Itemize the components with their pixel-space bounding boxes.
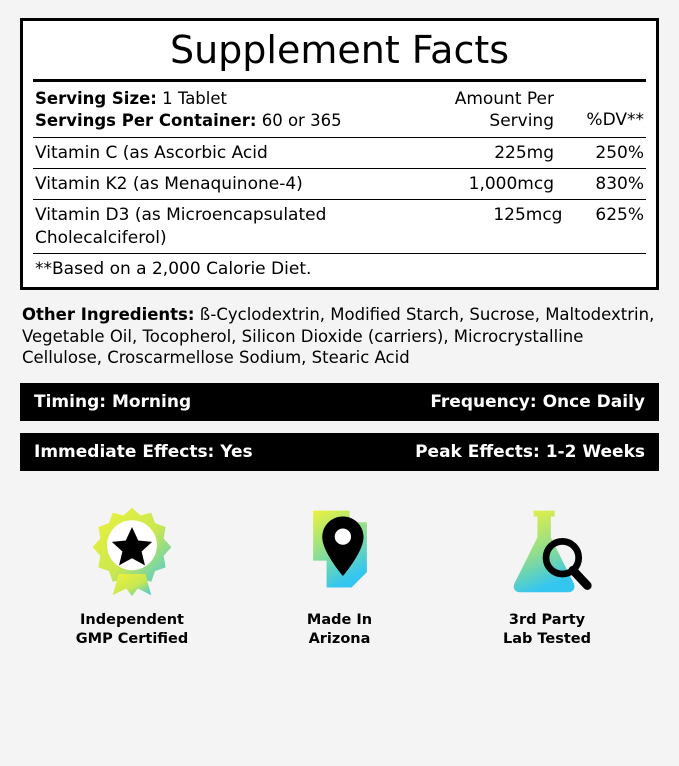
table-row	[33, 138, 646, 168]
badge-made-in-arizona	[250, 501, 430, 648]
table-row	[33, 200, 646, 252]
panel-header-row	[33, 82, 646, 138]
badge-caption-line-2: GMP Certified	[75, 630, 189, 647]
servings-per-container-line	[35, 110, 404, 132]
trust-badges	[20, 471, 659, 648]
effects-bar	[20, 433, 659, 471]
other-ingredients-label: Other Ingredients:	[22, 304, 195, 324]
badge-caption	[42, 611, 222, 648]
immediate-effects-label: Immediate Effects: Yes	[34, 442, 253, 463]
timing-label: Timing: Morning	[34, 392, 192, 413]
serving-size-label: Serving Size:	[35, 88, 157, 108]
amount-header-line-1: Amount Per	[454, 88, 554, 109]
servings-per-container-label: Servings Per Container:	[35, 110, 257, 130]
panel-footnote: **Based on a 2,000 Calorie Diet.	[35, 258, 312, 279]
panel-title: Supplement Facts	[169, 28, 510, 72]
badge-caption-line-2: Arizona	[308, 630, 371, 647]
table-row	[33, 169, 646, 199]
badge-caption-line-2: Lab Tested	[502, 630, 592, 647]
badge-caption	[457, 611, 637, 648]
frequency-label: Frequency: Once Daily	[430, 392, 645, 413]
badge-caption	[250, 611, 430, 648]
nutrient-dv: 250%	[595, 143, 644, 164]
nutrient-amount: 125mcg	[493, 205, 563, 226]
amount-per-serving-header	[404, 88, 558, 132]
nutrient-amount: 1,000mcg	[468, 174, 554, 195]
badge-caption-line-1: 3rd Party	[508, 612, 586, 629]
servings-per-container-value: 60 or 365	[261, 110, 342, 130]
supplement-facts-panel	[20, 18, 659, 290]
nutrient-dv: 830%	[595, 174, 644, 195]
gmp-certified-star-badge-icon	[42, 501, 222, 601]
badge-lab-tested	[457, 501, 637, 648]
serving-size-line	[35, 88, 404, 110]
nutrient-name: Vitamin K2 (as Menaquinone-4)	[35, 174, 303, 195]
peak-effects-label: Peak Effects: 1-2 Weeks	[415, 442, 645, 463]
amount-header-line-2: Serving	[489, 110, 554, 131]
timing-frequency-bar	[20, 383, 659, 421]
nutrient-name: Vitamin C (as Ascorbic Acid	[35, 143, 268, 164]
serving-size-value: 1 Tablet	[162, 88, 227, 108]
serving-info	[35, 88, 404, 133]
badge-caption-line-1: Independent	[80, 612, 184, 629]
badge-caption-line-1: Made In	[306, 612, 373, 629]
arizona-map-pin-icon	[250, 501, 430, 601]
badge-gmp-certified	[42, 501, 222, 648]
other-ingredients-text: ß-Cyclodextrin, Modified Starch, Sucrose, Maltodextrin, Vegetable Oil, Tocopherol, Silicon Dioxide (carriers), Microcrystalline Cellulose, Croscarmellose Sodium, Stearic Acid	[22, 304, 655, 368]
daily-value-header: %DV**	[586, 110, 644, 131]
nutrient-dv: 625%	[595, 205, 644, 226]
other-ingredients	[20, 290, 659, 370]
nutrient-name: Vitamin D3 (as Microencapsulated Cholecalciferol)	[35, 205, 327, 248]
lab-flask-magnifier-icon	[457, 501, 637, 601]
nutrient-amount: 225mg	[494, 143, 554, 164]
